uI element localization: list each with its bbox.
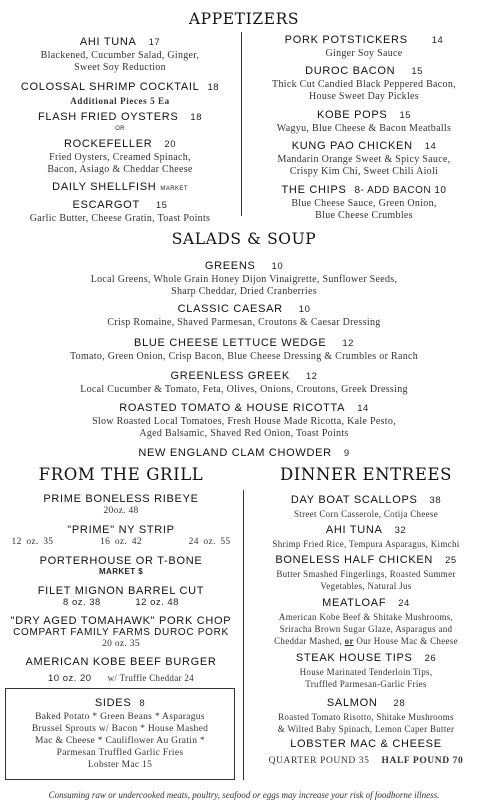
item-name: "DRY AGED TOMAHAWK" PORK CHOP xyxy=(10,615,232,627)
item-desc: Additional Pieces 5 Ea xyxy=(70,96,170,106)
item-size: 24 oz. 55 xyxy=(188,537,231,547)
item-desc: Street Corn Casserole, Cotija Cheese xyxy=(293,509,439,519)
item-price: 15 xyxy=(399,110,412,121)
item-name: KUNG PAO CHICKEN xyxy=(291,140,413,152)
item-desc: Fried Oysters, Creamed Spinach, xyxy=(49,152,191,163)
item-desc: Butter Smashed Fingerlings, Roasted Summer xyxy=(276,569,456,579)
menu-item-burger xyxy=(0,656,242,686)
item-desc: House Marinated Tenderloin Tips, xyxy=(299,667,433,677)
item-price: MARKET xyxy=(160,186,188,192)
menu-item-ricotta xyxy=(0,398,488,440)
item-desc: Our House Mac & Cheese xyxy=(356,636,458,646)
item-name: STEAK HOUSE TIPS xyxy=(295,652,413,664)
sides-heading: SIDES xyxy=(94,697,132,709)
entrees-heading: DINNER ENTREES xyxy=(279,465,453,484)
sides-box xyxy=(5,688,235,780)
item-desc: Vegetables, Natural Jus xyxy=(320,581,412,591)
item-desc: Blue Cheese Crumbles xyxy=(315,210,413,221)
item-option: w/ Truffle Cheddar 24 xyxy=(107,673,194,683)
item-price: 9 xyxy=(343,448,350,459)
item-name: KOBE POPS xyxy=(316,109,388,121)
item-desc: Ginger Soy Sauce xyxy=(325,48,403,59)
sides-line: Baked Potato * Green Beans * Asparagus xyxy=(35,712,205,722)
item-desc: Bacon, Asiago & Cheddar Cheese xyxy=(47,164,193,175)
item-price: 18 xyxy=(207,82,220,93)
menu-item-oysters xyxy=(0,107,240,176)
menu-item-greens xyxy=(0,256,488,298)
item-price: 14 xyxy=(431,35,444,46)
item-name: NEW ENGLAND CLAM CHOWDER xyxy=(138,447,332,459)
item-name: AHI TUNA xyxy=(79,36,137,48)
item-name: GREENS xyxy=(204,260,256,272)
menu-item-wedge xyxy=(0,333,488,363)
item-name: FLASH FRIED OYSTERS xyxy=(37,111,179,123)
sides-line: Lobster Mac 15 xyxy=(87,760,153,770)
item-size: HALF POUND 70 xyxy=(381,756,464,766)
item-desc: Garlic Butter, Cheese Gratin, Toast Points xyxy=(29,213,211,224)
menu-item-shrimp-cocktail xyxy=(0,77,240,107)
item-size: 8 oz. 38 xyxy=(63,597,101,608)
menu-item-chowder xyxy=(0,443,488,461)
menu-item-ny-strip xyxy=(0,524,242,548)
menu-item-chips xyxy=(244,180,484,222)
item-desc: Crisp Romaine, Shaved Parmesan, Croutons & Caesar Dressing xyxy=(107,317,381,328)
item-name: DUROC BACON xyxy=(305,65,396,77)
item-desc: American Kobe Beef & Shitake Mushrooms, xyxy=(278,612,454,622)
or-label: OR xyxy=(115,126,125,132)
item-name: COLOSSAL SHRIMP COCKTAIL xyxy=(20,81,200,93)
salads-heading: SALADS & SOUP xyxy=(171,230,317,248)
item-desc: Blue Cheese Sauce, Green Onion, xyxy=(291,198,437,209)
item-price: 28 xyxy=(393,698,406,709)
item-price: 32 xyxy=(394,525,407,536)
item-name: DAILY SHELLFISH xyxy=(52,181,157,193)
item-desc: & Wilted Baby Spinach, Lemon Caper Butter xyxy=(277,724,455,734)
menu-item-potstickers xyxy=(244,30,484,60)
item-price: 20 xyxy=(164,139,176,150)
item-price: 15 xyxy=(411,66,423,77)
item-desc: Sharp Cheddar, Dried Cranberries xyxy=(171,286,317,297)
menu-item-ahi-entree xyxy=(244,520,488,550)
menu-item-escargot xyxy=(0,195,240,225)
item-desc: Tomato, Green Onion, Crisp Bacon, Blue Cheese Dressing & Crumbles or Ranch xyxy=(69,351,419,362)
menu-item-ribeye xyxy=(0,493,242,517)
item-desc: Local Greens, Whole Grain Honey Dijon Vinaigrette, Sunflower Seeds, xyxy=(90,274,398,285)
item-price: 14 xyxy=(357,403,369,414)
menu-item-meatloaf xyxy=(244,593,488,647)
grill-heading: FROM THE GRILL xyxy=(38,465,204,484)
health-disclaimer: Consuming raw or undercooked meats, poultry, seafood or eggs may increase your risk of foodborne illness. xyxy=(48,790,440,800)
item-price: 15 xyxy=(155,200,168,211)
item-desc: House Sweet Day Pickles xyxy=(309,91,419,102)
menu-item-daily-shellfish xyxy=(0,177,240,195)
item-price: 38 xyxy=(429,495,442,506)
item-desc: Sriracha Brown Sugar Glaze, Asparagus and xyxy=(279,624,453,634)
item-price: 14 xyxy=(424,141,437,152)
item-subname: COMPART FAMILY FARMS DUROC PORK xyxy=(13,627,229,638)
item-name: FILET MIGNON BARREL CUT xyxy=(37,585,205,597)
item-price: MARKET $ xyxy=(98,567,144,576)
sides-line: Parmesan Truffled Garlic Fries xyxy=(56,748,184,758)
item-size: 20 oz. 35 xyxy=(102,639,140,649)
menu-item-kobe-pops xyxy=(244,105,484,135)
menu-item-lobster-mac xyxy=(244,738,488,768)
item-price: 10 xyxy=(271,261,284,272)
menu-item-kung-pao xyxy=(244,136,484,178)
item-desc: Mandarin Orange Sweet & Spicy Sauce, xyxy=(277,154,451,165)
item-price: 18 xyxy=(190,112,202,123)
item-price: 10 xyxy=(298,304,311,315)
item-desc: Truffled Parmesan-Garlic Fries xyxy=(305,679,427,689)
item-desc: Blackened, Cucumber Salad, Ginger, xyxy=(40,50,200,61)
menu-item-caesar xyxy=(0,299,488,329)
item-price: 8- ADD BACON 10 xyxy=(354,185,447,196)
menu-item-tomahawk xyxy=(0,615,242,650)
menu-item-scallops xyxy=(244,490,488,520)
item-name: "PRIME" NY STRIP xyxy=(67,524,175,536)
item-price: 26 xyxy=(424,653,437,664)
item-name: CLASSIC CAESAR xyxy=(177,303,283,315)
item-size: 20oz. 48 xyxy=(103,506,139,516)
item-name: PRIME BONELESS RIBEYE xyxy=(43,493,199,505)
item-size: QUARTER POUND 35 xyxy=(268,756,370,766)
item-desc: Slow Roasted Local Tomatoes, Fresh House Made Ricotta, Kale Pesto, xyxy=(92,416,396,427)
item-price: 12 xyxy=(305,371,318,382)
item-name: SALMON xyxy=(326,697,378,709)
item-desc: Crispy Kim Chi, Sweet Chili Aioli xyxy=(289,166,439,177)
item-name: AHI TUNA xyxy=(325,524,383,536)
item-name: PORTERHOUSE OR T-BONE xyxy=(39,555,203,567)
item-price: 17 xyxy=(148,37,161,48)
column-divider xyxy=(241,32,242,216)
item-desc: Thick Cut Candied Black Peppered Bacon, xyxy=(272,79,456,90)
item-name: ROASTED TOMATO & HOUSE RICOTTA xyxy=(119,402,346,414)
menu-item-duroc-bacon xyxy=(244,61,484,103)
item-name: PORK POTSTICKERS xyxy=(284,34,408,46)
or-label: or xyxy=(344,636,354,646)
sides-price: 8 xyxy=(139,698,146,709)
sides-line: Mac & Cheese * Cauliflower Au Gratin * xyxy=(35,736,205,746)
menu-item-steak-tips xyxy=(244,648,488,690)
item-size: 16 oz. 42 xyxy=(100,537,142,547)
item-name: THE CHIPS xyxy=(281,184,347,196)
item-desc: Sweet Soy Reduction xyxy=(74,62,166,73)
item-size: 12 oz. 48 xyxy=(135,597,179,608)
item-desc: Roasted Tomato Risotto, Shitake Mushrooms xyxy=(278,712,454,722)
menu-item-greek xyxy=(0,366,488,396)
item-desc: Cheddar Mashed, xyxy=(274,636,343,646)
menu-item-ahi-tuna xyxy=(0,32,240,74)
menu-item-porterhouse xyxy=(0,555,242,576)
item-size: 10 oz. 20 xyxy=(48,673,92,684)
sides-line: Brussel Sprouts w/ Bacon * House Mashed xyxy=(31,724,209,734)
item-name: LOBSTER MAC & CHEESE xyxy=(290,738,442,750)
item-name: BONELESS HALF CHICKEN xyxy=(275,554,434,566)
item-name: MEATLOAF xyxy=(322,597,387,609)
item-name: AMERICAN KOBE BEEF BURGER xyxy=(25,656,217,668)
appetizers-heading: APPETIZERS xyxy=(188,10,300,28)
item-name: ROCKEFELLER xyxy=(64,138,153,150)
menu-item-filet xyxy=(0,585,242,608)
item-desc: Shrimp Fried Rice, Tempura Asparagus, Kimchi xyxy=(272,539,460,549)
item-name: ESCARGOT xyxy=(72,199,140,211)
item-desc: Wagyu, Blue Cheese & Bacon Meatballs xyxy=(276,123,452,134)
item-price: 24 xyxy=(398,598,410,609)
item-desc: Aged Balsamic, Shaved Red Onion, Toast Points xyxy=(139,428,349,439)
item-desc: Local Cucumber & Tomato, Feta, Olives, Onions, Croutons, Greek Dressing xyxy=(80,384,408,395)
menu-item-salmon xyxy=(244,693,488,735)
menu-item-half-chicken xyxy=(244,550,488,592)
item-name: DAY BOAT SCALLOPS xyxy=(290,494,418,506)
item-name: GREENLESS GREEK xyxy=(170,370,290,382)
item-price: 12 xyxy=(342,338,354,349)
item-name: BLUE CHEESE LETTUCE WEDGE xyxy=(134,337,327,349)
item-size: 12 oz. 35 xyxy=(11,537,54,547)
item-price: 25 xyxy=(445,555,457,566)
